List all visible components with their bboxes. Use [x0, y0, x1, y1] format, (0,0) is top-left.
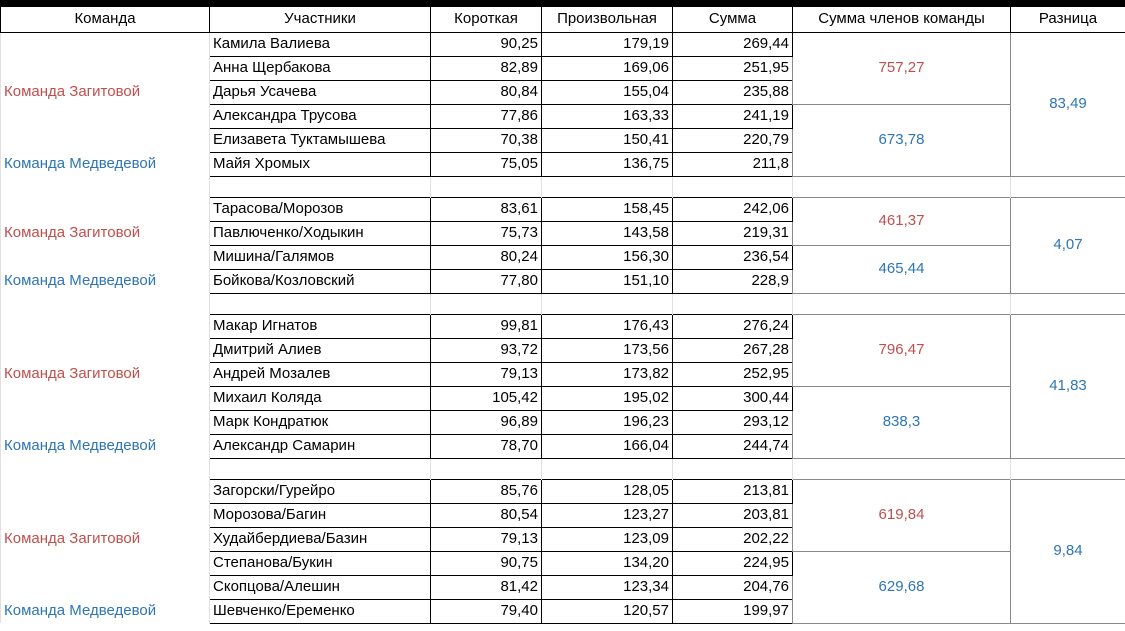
team-label-zagitova: Команда Загитовой — [1, 362, 210, 386]
free-score: 150,41 — [542, 128, 673, 152]
participant-name: Бойкова/Козловский — [210, 269, 431, 293]
participant-name: Камила Валиева — [210, 32, 431, 56]
free-score: 120,57 — [542, 599, 673, 623]
free-score: 158,45 — [542, 197, 673, 221]
header-free: Произвольная — [542, 7, 673, 32]
short-score: 81,42 — [431, 575, 542, 599]
free-score: 156,30 — [542, 245, 673, 269]
total-score: 244,74 — [673, 434, 793, 458]
short-score: 93,72 — [431, 338, 542, 362]
spacer-row — [1, 458, 1125, 479]
participant-name: Марк Кондратюк — [210, 410, 431, 434]
table-row — [1, 551, 1125, 575]
header-sum: Сумма — [673, 7, 793, 32]
total-score: 228,9 — [673, 269, 793, 293]
free-score: 134,20 — [542, 551, 673, 575]
table-row — [1, 197, 1125, 221]
participant-name: Павлюченко/Ходыкин — [210, 221, 431, 245]
free-score: 123,34 — [542, 575, 673, 599]
header-short: Короткая — [431, 7, 542, 32]
total-score: 241,19 — [673, 104, 793, 128]
participant-name: Худайбердиева/Базин — [210, 527, 431, 551]
free-score: 123,27 — [542, 503, 673, 527]
participant-name: Дарья Усачева — [210, 80, 431, 104]
short-score: 79,13 — [431, 362, 542, 386]
spacer-row — [1, 293, 1125, 314]
team-diff: 41,83 — [1011, 314, 1125, 458]
table-row — [1, 32, 1125, 56]
total-score: 203,81 — [673, 503, 793, 527]
team-diff: 83,49 — [1011, 32, 1125, 176]
participant-name: Михаил Коляда — [210, 386, 431, 410]
free-score: 166,04 — [542, 434, 673, 458]
short-score: 80,54 — [431, 503, 542, 527]
short-score: 70,38 — [431, 128, 542, 152]
short-score: 99,81 — [431, 314, 542, 338]
total-score: 236,54 — [673, 245, 793, 269]
participant-name: Шевченко/Еременко — [210, 599, 431, 623]
free-score: 176,43 — [542, 314, 673, 338]
top-border — [0, 0, 1125, 7]
free-score: 169,06 — [542, 56, 673, 80]
total-score: 269,44 — [673, 32, 793, 56]
participant-name: Анна Щербакова — [210, 56, 431, 80]
team-label-zagitova: Команда Загитовой — [1, 80, 210, 104]
team-sum-zagitova: 461,37 — [793, 197, 1011, 245]
free-score: 173,82 — [542, 362, 673, 386]
total-score: 235,88 — [673, 80, 793, 104]
total-score: 242,06 — [673, 197, 793, 221]
short-score: 79,13 — [431, 527, 542, 551]
participant-name: Загорски/Гурейро — [210, 479, 431, 503]
table-row — [1, 314, 1125, 338]
total-score: 252,95 — [673, 362, 793, 386]
table-row — [1, 479, 1125, 503]
participant-name: Елизавета Туктамышева — [210, 128, 431, 152]
participant-name: Морозова/Багин — [210, 503, 431, 527]
total-score: 213,81 — [673, 479, 793, 503]
participant-name: Скопцова/Алешин — [210, 575, 431, 599]
header-row — [1, 7, 1125, 32]
short-score: 78,70 — [431, 434, 542, 458]
results-table — [0, 7, 1125, 624]
short-score: 90,75 — [431, 551, 542, 575]
free-score: 195,02 — [542, 386, 673, 410]
short-score: 90,25 — [431, 32, 542, 56]
team-label-medvedeva: Команда Медведевой — [1, 269, 210, 293]
team-label-zagitova: Команда Загитовой — [1, 221, 210, 245]
total-score: 300,44 — [673, 386, 793, 410]
total-score: 276,24 — [673, 314, 793, 338]
free-score: 143,58 — [542, 221, 673, 245]
free-score: 163,33 — [542, 104, 673, 128]
table-row — [1, 245, 1125, 269]
team-sum-zagitova: 757,27 — [793, 32, 1011, 104]
free-score: 128,05 — [542, 479, 673, 503]
short-score: 82,89 — [431, 56, 542, 80]
participant-name: Александра Трусова — [210, 104, 431, 128]
participant-name: Дмитрий Алиев — [210, 338, 431, 362]
free-score: 173,56 — [542, 338, 673, 362]
team-sum-zagitova: 619,84 — [793, 479, 1011, 551]
team-diff: 4,07 — [1011, 197, 1125, 293]
short-score: 77,80 — [431, 269, 542, 293]
total-score: 202,22 — [673, 527, 793, 551]
participant-name: Мишина/Галямов — [210, 245, 431, 269]
table-row — [1, 386, 1125, 410]
total-score: 219,31 — [673, 221, 793, 245]
short-score: 96,89 — [431, 410, 542, 434]
short-score: 77,86 — [431, 104, 542, 128]
short-score: 105,42 — [431, 386, 542, 410]
participant-name: Александр Самарин — [210, 434, 431, 458]
free-score: 179,19 — [542, 32, 673, 56]
total-score: 220,79 — [673, 128, 793, 152]
header-team: Команда — [1, 7, 210, 32]
participant-name: Тарасова/Морозов — [210, 197, 431, 221]
total-score: 199,97 — [673, 599, 793, 623]
team-label-medvedeva: Команда Медведевой — [1, 152, 210, 176]
free-score: 123,09 — [542, 527, 673, 551]
team-label-zagitova: Команда Загитовой — [1, 527, 210, 551]
team-label-medvedeva: Команда Медведевой — [1, 434, 210, 458]
total-score: 204,76 — [673, 575, 793, 599]
free-score: 136,75 — [542, 152, 673, 176]
total-score: 267,28 — [673, 338, 793, 362]
team-sum-medvedeva: 465,44 — [793, 245, 1011, 293]
team-sum-medvedeva: 673,78 — [793, 104, 1011, 176]
free-score: 155,04 — [542, 80, 673, 104]
team-sum-medvedeva: 838,3 — [793, 386, 1011, 458]
total-score: 251,95 — [673, 56, 793, 80]
short-score: 79,40 — [431, 599, 542, 623]
total-score: 211,8 — [673, 152, 793, 176]
table-row — [1, 104, 1125, 128]
short-score: 83,61 — [431, 197, 542, 221]
free-score: 196,23 — [542, 410, 673, 434]
free-score: 151,10 — [542, 269, 673, 293]
short-score: 80,84 — [431, 80, 542, 104]
total-score: 293,12 — [673, 410, 793, 434]
header-team-sum: Сумма членов команды — [793, 7, 1011, 32]
total-score: 224,95 — [673, 551, 793, 575]
participant-name: Степанова/Букин — [210, 551, 431, 575]
team-sum-zagitova: 796,47 — [793, 314, 1011, 386]
spacer-row — [1, 176, 1125, 197]
short-score: 75,05 — [431, 152, 542, 176]
header-participants: Участники — [210, 7, 431, 32]
participant-name: Майя Хромых — [210, 152, 431, 176]
participant-name: Андрей Мозалев — [210, 362, 431, 386]
short-score: 80,24 — [431, 245, 542, 269]
short-score: 85,76 — [431, 479, 542, 503]
team-sum-medvedeva: 629,68 — [793, 551, 1011, 623]
participant-name: Макар Игнатов — [210, 314, 431, 338]
team-diff: 9,84 — [1011, 479, 1125, 623]
header-diff: Разница — [1011, 7, 1125, 32]
short-score: 75,73 — [431, 221, 542, 245]
team-label-medvedeva: Команда Медведевой — [1, 599, 210, 623]
